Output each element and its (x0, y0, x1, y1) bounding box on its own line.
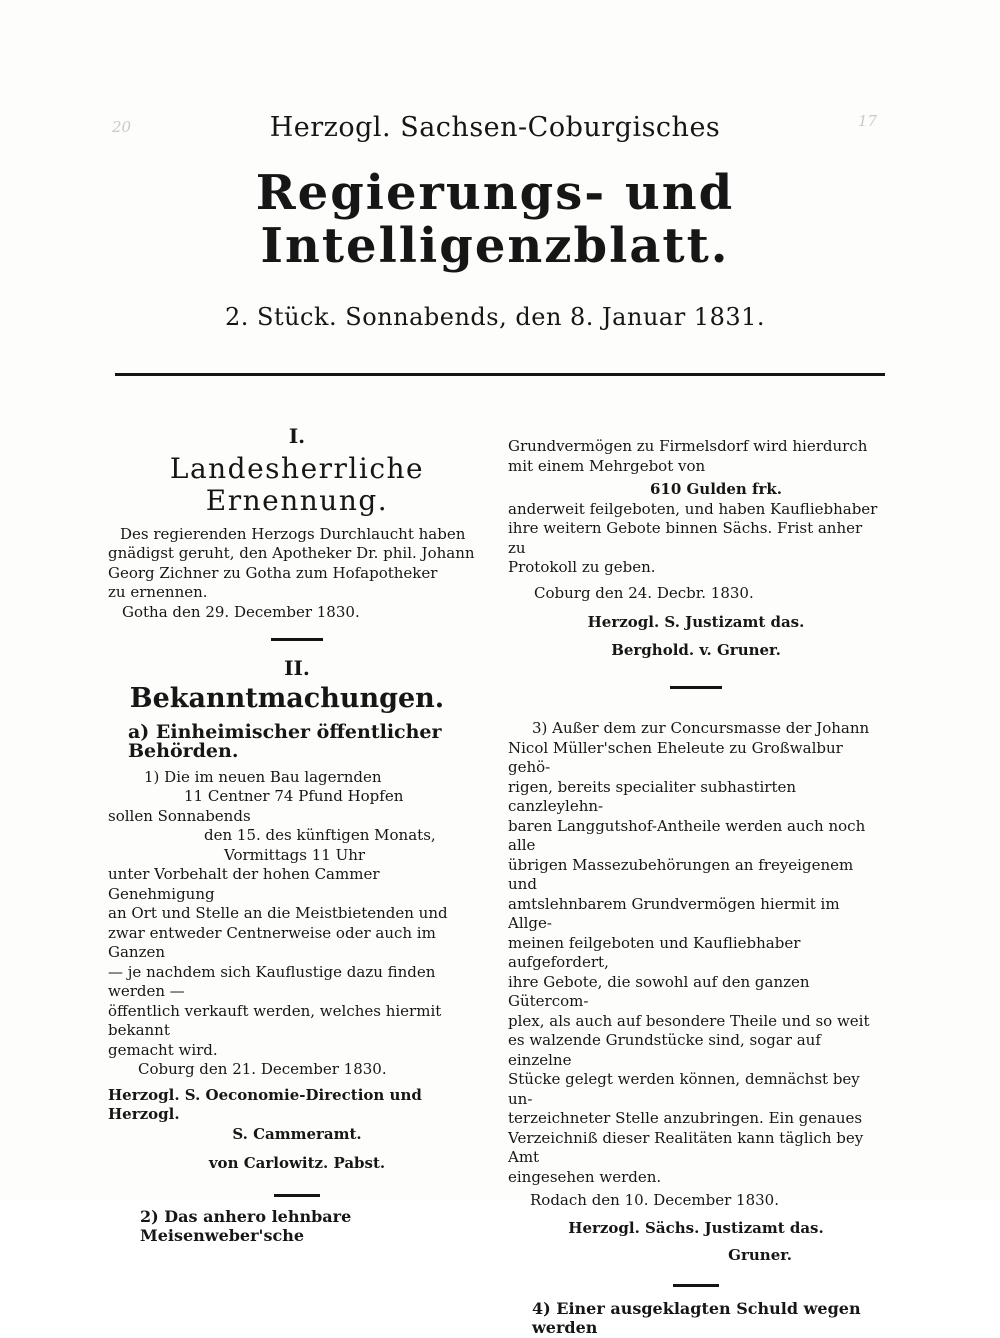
item1-body: — je nachdem sich Kauflustige dazu finden werden — (108, 962, 436, 1000)
section1-line: Georg Zichner zu Gotha zum Hofapotheker (108, 563, 438, 582)
text-line: ihre weitern Gebote binnen Sächs. Frist anher zu (508, 519, 863, 557)
signature: Berghold. v. Gruner. (611, 640, 781, 659)
item4-line: 4) Einer ausgeklagten Schuld wegen werden (532, 1298, 861, 1337)
text-line: Grundvermögen zu Firmelsdorf wird hierdurch (508, 437, 868, 455)
page-number-right: 17 (858, 112, 878, 130)
item1-body: an Ort und Stelle an die Meistbietenden und (108, 904, 448, 922)
right-column (508, 385, 884, 1338)
item3-line: ihre Gebote, die sowohl auf den ganzen Gütercom- (508, 972, 810, 1010)
spacer (108, 517, 486, 525)
item3-authority: Herzogl. Sächs. Justizamt das. (568, 1218, 824, 1237)
amount: 610 Gulden frk. (649, 480, 783, 498)
item1-line: den 15. des künftigen Monats, (204, 826, 436, 844)
issue-line: 2. Stück. Sonnabends, den 8. Januar 1831. (224, 302, 766, 331)
separator-dash (274, 1194, 320, 1197)
item1-line: 1) Die im neuen Bau lagernden (144, 767, 382, 786)
separator-dash (670, 686, 722, 689)
item3-line: terzeichneter Stelle anzubringen. Ein genaues (508, 1109, 863, 1127)
left-column (108, 385, 486, 1246)
item1-body: öffentlich verkauft werden, welches hiermit bekannt (108, 1001, 442, 1039)
item3-line: es walzende Grundstücke sind, sogar auf einzelne (508, 1031, 821, 1069)
authority-line: Herzogl. S. Justizamt das. (587, 613, 805, 631)
text-line: mit einem Mehrgebot von (508, 456, 706, 475)
item3-line: amtslehnbarem Grundvermögen hiermit im Allge- (508, 894, 840, 932)
subhead-a: a) Einheimischer öffentlicher Behörden. (128, 720, 442, 762)
section1-date: Gotha den 29. December 1830. (122, 602, 360, 621)
item1-body: zwar entweder Centnerweise oder auch im Ganzen (108, 923, 436, 961)
page-number-left: 20 (112, 118, 132, 136)
text-line: anderweit feilgeboten, und haben Kaufliebhaber (508, 499, 878, 518)
section-title-2: Bekanntmachungen. (129, 682, 445, 714)
separator-dash (673, 1284, 719, 1287)
authority-line: Herzogl. S. Oeconomie-Direction und Herzogl. (108, 1085, 422, 1123)
item1-date: Coburg den 21. December 1830. (138, 1060, 387, 1078)
item2-line: 2) Das anhero lehnbare Meisenweber'sche (140, 1206, 352, 1245)
item3-line: Nicol Müller'schen Eheleute zu Großwalbur gehö- (508, 738, 843, 776)
item3-line: eingesehen werden. (508, 1167, 662, 1186)
item1-body: unter Vorbehalt der hohen Cammer Genehmigung (108, 865, 380, 903)
item3-line: Verzeichniß dieser Realitäten kann täglich bey Amt (508, 1128, 864, 1166)
item1-line: 11 Centner 74 Pfund Hopfen (184, 787, 404, 805)
item3-date: Rodach den 10. December 1830. (530, 1191, 779, 1209)
item3-line: rigen, bereits specialiter subhastirten canzleylehn- (508, 777, 797, 815)
signature: von Carlowitz. Pabst. (208, 1154, 386, 1172)
main-title: Regierungs- und Intelligenzblatt. (255, 165, 735, 274)
item1-line: Vormittags 11 Uhr (224, 845, 366, 864)
section-number-1: I. (288, 424, 306, 448)
item3-line: übrigen Massezubehörungen an freyeigenem und (508, 855, 854, 893)
date-line: Coburg den 24. Decbr. 1830. (534, 583, 754, 602)
item1-body: gemacht wird. (108, 1040, 218, 1059)
masthead (100, 108, 890, 331)
item1-line: sollen Sonnabends (108, 806, 251, 825)
item3-signature: Gruner. (728, 1246, 792, 1264)
header-rule (115, 373, 885, 376)
section-title-1: Landesherrliche Ernennung. (169, 451, 425, 517)
item3-line: Stücke gelegt werden können, demnächst bey un- (508, 1070, 860, 1108)
section1-line: zu ernennen. (108, 583, 208, 601)
section1-line: gnädigst geruht, den Apotheker Dr. phil. Johann (108, 544, 475, 562)
authority-line: S. Cammeramt. (232, 1124, 362, 1143)
section-number-2: II. (284, 656, 310, 680)
item3-line: 3) Außer dem zur Concursmasse der Johann (532, 719, 870, 737)
item3-line: baren Langgutshof-Antheile werden auch noch alle (508, 816, 866, 854)
section1-line: Des regierenden Herzogs Durchlaucht haben (120, 524, 466, 543)
text-line: Protokoll zu geben. (508, 558, 656, 576)
item3-line: plex, als auch auf besondere Theile und so weit (508, 1011, 870, 1030)
supertitle: Herzogl. Sachsen-Coburgisches (269, 112, 721, 143)
separator-dash (271, 638, 323, 641)
item3-line: meinen feilgeboten und Kaufliebhaber aufgefordert, (508, 933, 801, 971)
